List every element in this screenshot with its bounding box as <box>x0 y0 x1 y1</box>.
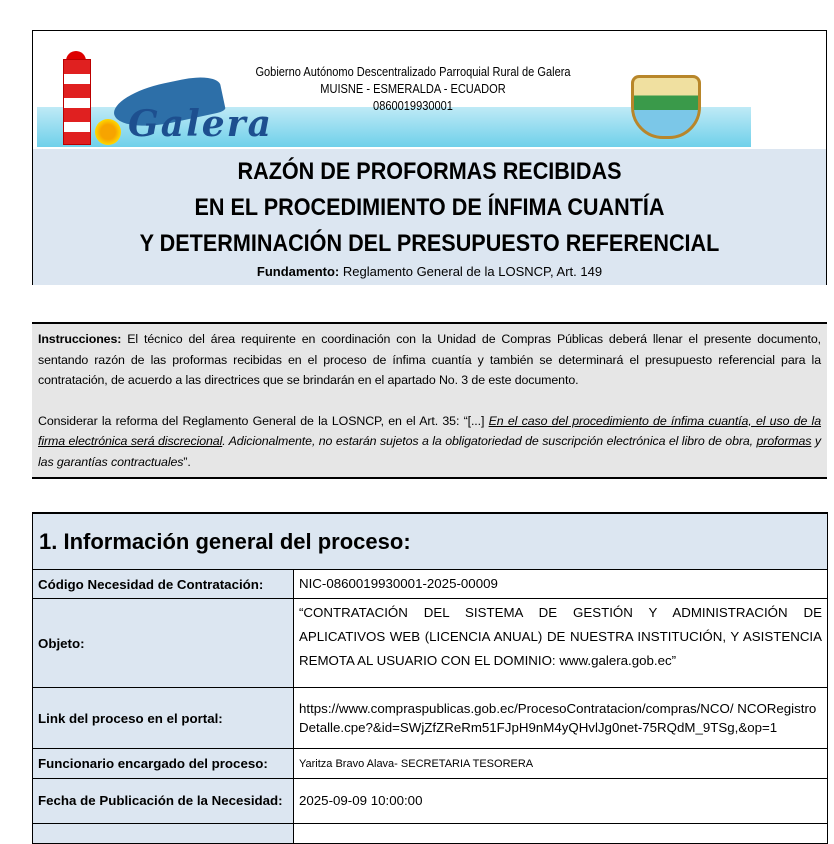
sun-icon <box>95 119 121 145</box>
org-location: MUISNE - ESMERALDA - ECUADOR <box>320 81 506 96</box>
title-line-1: RAZÓN DE PROFORMAS RECIBIDAS <box>237 158 622 185</box>
reform-underlined: En el caso del procedimiento de ínfima cuantía, el uso de la firma electrónica será discrecional <box>38 413 821 448</box>
instructions-text: El técnico del área requirente en coordinación con la Unidad de Compras Públicas deberá llenar el presente documento, sentando razón de las proformas recibidas en el proceso de ínfima cuantía y también se determinará el presupuesto referencial para la contratación, de acuerdo a las directrices que se brindarán en el apartado No. 3 de este documento. <box>38 332 821 387</box>
table-row <box>33 688 828 749</box>
table-row <box>33 570 828 599</box>
section-title: 1. Información general del proceso: <box>33 513 828 570</box>
instructions-paragraph <box>38 329 821 391</box>
row-value: 2025-09-09 10:00:00 <box>294 779 828 824</box>
instructions-box <box>32 322 827 479</box>
row-value <box>294 824 828 844</box>
reform-paragraph <box>38 411 821 473</box>
table-row <box>33 749 828 779</box>
header-banner <box>33 31 826 150</box>
reform-close: ”. <box>183 454 191 469</box>
process-link[interactable]: https://www.compraspublicas.gob.ec/ProcesoContratacion/compras/NCO/ NCORegistroDetalle.cpe?&id=SWjZfZReRm51FJpH9nM4yQHvlJg0net-75RQdM_9TSg,&op=1 <box>294 688 828 749</box>
row-value: Yaritza Bravo Alava- SECRETARIA TESORERA <box>294 749 828 779</box>
row-label: Link del proceso en el portal: <box>33 688 294 749</box>
table-row <box>33 779 828 824</box>
lighthouse-icon <box>63 59 91 145</box>
fundamento-label: Fundamento: <box>256 264 340 279</box>
row-value: NIC-0860019930001-2025-00009 <box>294 570 828 599</box>
reform-end: y las garantías contractuales <box>38 434 821 469</box>
title-box <box>33 149 826 285</box>
fundamento <box>33 264 826 279</box>
row-label: Objeto: <box>33 599 294 688</box>
fundamento-text: Reglamento General de la LOSNCP, Art. 149 <box>339 264 603 279</box>
reform-mid: . Adicionalmente, no estarán sujetos a la obligatoriedad de suscripción electrónica el libro de obra, <box>222 434 757 448</box>
row-label <box>33 824 294 844</box>
row-label: Fecha de Publicación de la Necesidad: <box>33 779 294 824</box>
row-label: Código Necesidad de Contratación: <box>33 570 294 599</box>
table-row <box>33 599 828 688</box>
banner-text <box>218 63 609 114</box>
row-label: Funcionario encargado del proceso: <box>33 749 294 779</box>
org-ruc: 0860019930001 <box>373 98 453 113</box>
row-value: “CONTRATACIÓN DEL SISTEMA DE GESTIÓN Y ADMINISTRACIÓN DE APLICATIVOS WEB (LICENCIA ANUAL) DE NUESTRA INSTITUCIÓN, Y ASISTENCIA REMOTA AL USUARIO CON EL DOMINIO: www.galera.gob.ec” <box>294 599 828 688</box>
document-header <box>32 30 827 285</box>
reform-proformas: proformas <box>756 434 812 448</box>
general-info-table <box>32 512 828 844</box>
instructions-label: Instrucciones: <box>38 332 122 346</box>
title-line-3: Y DETERMINACIÓN DEL PRESUPUESTO REFERENCIAL <box>139 230 720 257</box>
reform-intro: Considerar la reforma del Reglamento General de la LOSNCP, en el Art. 35: “[...] <box>38 413 489 428</box>
title-line-2: EN EL PROCEDIMIENTO DE ÍNFIMA CUANTÍA <box>194 194 665 221</box>
galera-logo: Galera <box>128 103 273 145</box>
org-name: Gobierno Autónomo Descentralizado Parroquial Rural de Galera <box>255 64 571 79</box>
coat-of-arms-icon <box>631 75 701 139</box>
